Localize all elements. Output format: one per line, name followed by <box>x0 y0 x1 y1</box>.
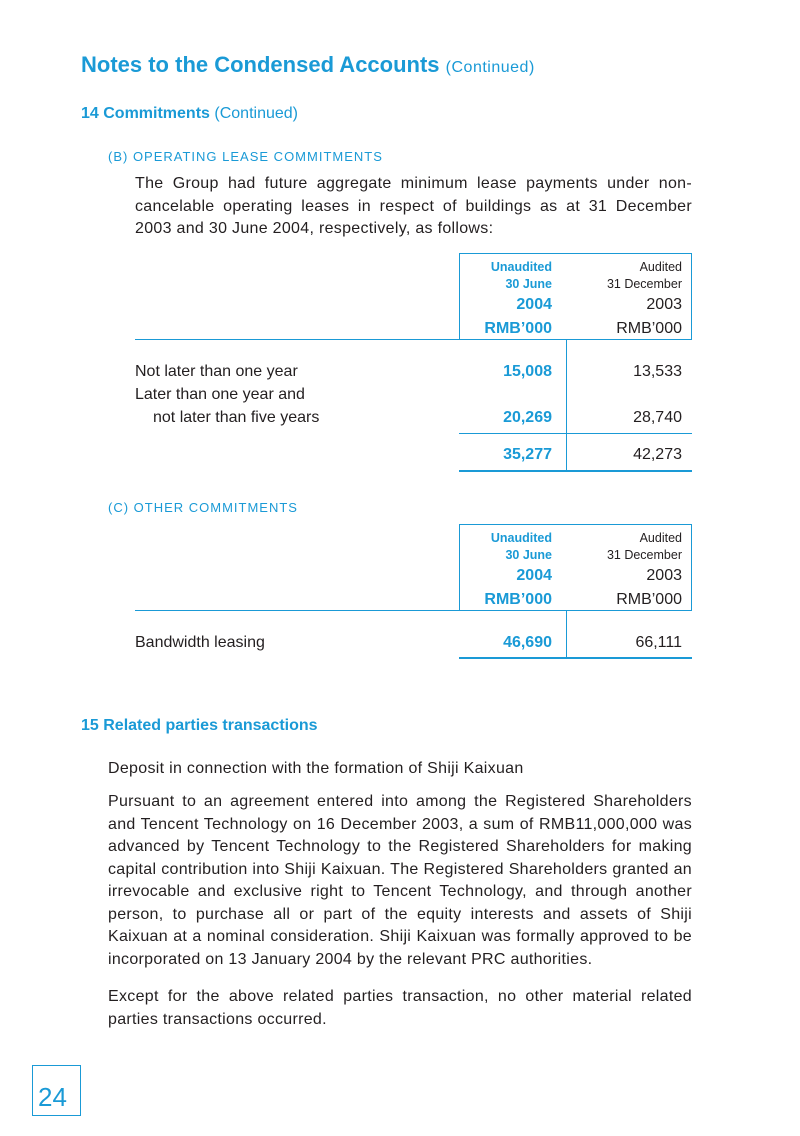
page-title-suffix: (Continued) <box>445 59 535 76</box>
total-rule <box>459 657 692 659</box>
column-status: Audited <box>639 260 682 274</box>
page-title <box>81 52 535 78</box>
subtotal-rule <box>459 433 692 434</box>
section-14-title: Commitments <box>103 105 210 122</box>
row-value-previous: 66,111 <box>635 634 682 651</box>
column-unit: RMB’000 <box>616 320 682 337</box>
row-label: Later than one year and <box>135 386 305 403</box>
section-14-number: 14 <box>81 105 99 122</box>
section-14-suffix: (Continued) <box>214 105 298 122</box>
operating-lease-table <box>135 253 692 473</box>
column-header-previous <box>567 259 682 341</box>
row-value-previous: 13,533 <box>633 363 682 380</box>
subsection-b-heading: (B) OPERATING LEASE COMMITMENTS <box>108 149 383 164</box>
column-date: 30 June <box>505 548 552 562</box>
column-unit: RMB’000 <box>484 320 552 337</box>
column-status: Unaudited <box>490 260 552 274</box>
section-15-title: Related parties transactions <box>103 717 318 734</box>
subsection-b-intro: The Group had future aggregate minimum lease payments under non-cancelable operating leases in respect of buildings as at 31 December 2003 and 30 June 2004, respectively, as follows: <box>135 175 692 237</box>
row-value-previous: 28,740 <box>633 409 682 426</box>
other-commitments-table <box>135 524 692 660</box>
column-date: 30 June <box>505 277 552 291</box>
section-14-heading <box>81 105 298 123</box>
column-date: 31 December <box>606 277 682 291</box>
section-15-number: 15 <box>81 717 99 734</box>
total-value-current: 35,277 <box>503 446 552 463</box>
column-year: 2004 <box>516 296 552 313</box>
column-status: Unaudited <box>490 531 552 545</box>
column-header-current <box>459 530 552 612</box>
row-value-current: 20,269 <box>503 409 552 426</box>
row-value-current: 15,008 <box>503 363 552 380</box>
section-15-paragraph-2: Except for the above related parties transaction, no other material related parties transactions occurred. <box>108 988 692 1028</box>
column-unit: RMB’000 <box>616 591 682 608</box>
row-label-continued: not later than five years <box>153 409 320 426</box>
section-15-heading <box>81 717 318 735</box>
section-15-subtitle: Deposit in connection with the formation of Shiji Kaixuan <box>108 760 524 777</box>
row-label: Not later than one year <box>135 363 298 380</box>
column-date: 31 December <box>606 548 682 562</box>
page-number-box <box>32 1065 81 1116</box>
column-header-previous <box>567 530 682 612</box>
page-number: 24 <box>38 1082 67 1112</box>
column-year: 2004 <box>516 567 552 584</box>
column-year: 2003 <box>646 296 682 313</box>
total-value-previous: 42,273 <box>633 446 682 463</box>
total-rule <box>459 470 692 472</box>
column-header-current <box>459 259 552 341</box>
subsection-c-heading: (C) OTHER COMMITMENTS <box>108 500 298 515</box>
column-unit: RMB’000 <box>484 591 552 608</box>
column-status: Audited <box>639 531 682 545</box>
page-title-text: Notes to the Condensed Accounts <box>81 52 440 77</box>
row-label: Bandwidth leasing <box>135 634 265 651</box>
section-15-paragraph-1: Pursuant to an agreement entered into among the Registered Shareholders and Tencent Technology on 16 December 2003, a sum of RMB11,000,000 was advanced by Tencent Technology to the Registered Shareholders for making capital contribution into Shiji Kaixuan. The Registered Shareholders granted an irrevocable and exclusive right to Tencent Technology, and through another person, to purchase all or part of the equity interests and assets of Shiji Kaixuan at a nominal consideration. Shiji Kaixuan was formally approved to be incorporated on 13 January 2004 by the relevant PRC authorities. <box>108 793 692 968</box>
column-year: 2003 <box>646 567 682 584</box>
row-value-current: 46,690 <box>503 634 552 651</box>
